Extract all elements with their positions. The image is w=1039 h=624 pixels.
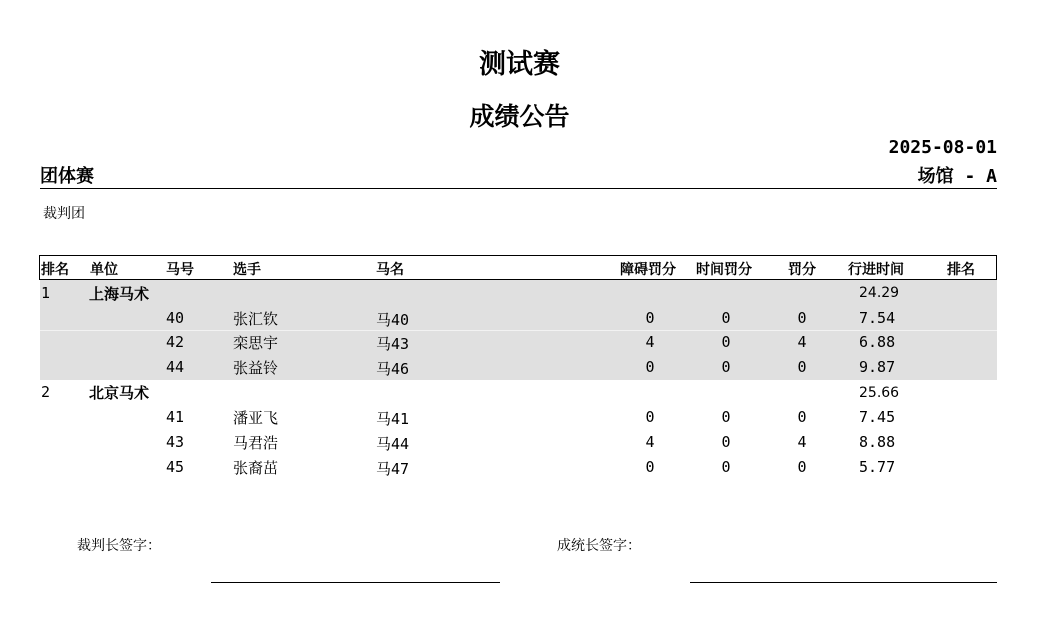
col-time: 行进时间 bbox=[848, 262, 904, 278]
col-obstacle-penalty: 障碍罚分 bbox=[620, 262, 676, 278]
rider-name: 张裔茁 bbox=[233, 459, 279, 477]
ride-time: 5.77 bbox=[859, 458, 896, 476]
ride-time: 7.45 bbox=[859, 408, 896, 426]
horse-name: 马47 bbox=[376, 460, 410, 478]
horse-no: 43 bbox=[166, 433, 185, 451]
col-rank: 排名 bbox=[41, 262, 69, 278]
penalty: 4 bbox=[797, 333, 807, 351]
obstacle-penalty: 0 bbox=[645, 458, 655, 476]
venue-name: 场馆 - A bbox=[917, 166, 997, 187]
ride-time: 9.87 bbox=[859, 358, 896, 376]
time-penalty: 0 bbox=[721, 309, 731, 327]
rider-name: 马君浩 bbox=[233, 434, 279, 452]
penalty: 0 bbox=[797, 458, 807, 476]
scorer-signature-line bbox=[690, 582, 997, 583]
row-divider bbox=[40, 330, 997, 331]
team-rank: 2 bbox=[41, 383, 51, 401]
obstacle-penalty: 0 bbox=[645, 408, 655, 426]
rider-name: 张益铃 bbox=[233, 359, 279, 377]
time-penalty: 0 bbox=[721, 358, 731, 376]
time-penalty: 0 bbox=[721, 458, 731, 476]
col-horse: 马名 bbox=[376, 262, 404, 278]
team-total-time: 25.66 bbox=[859, 385, 900, 401]
col-final-rank: 排名 bbox=[947, 262, 975, 278]
header-rule bbox=[40, 188, 997, 189]
rider-name: 潘亚飞 bbox=[233, 409, 279, 427]
horse-name: 马41 bbox=[376, 410, 410, 428]
obstacle-penalty: 4 bbox=[645, 333, 655, 351]
time-penalty: 0 bbox=[721, 333, 731, 351]
chief-judge-signature-label: 裁判长签字： bbox=[77, 538, 161, 554]
horse-name: 马43 bbox=[376, 335, 410, 353]
time-penalty: 0 bbox=[721, 408, 731, 426]
page-title: 测试赛 bbox=[479, 49, 560, 80]
team-unit: 上海马术 bbox=[89, 285, 150, 303]
penalty: 0 bbox=[797, 309, 807, 327]
rider-name: 栾思宇 bbox=[233, 334, 279, 352]
rider-name: 张汇钦 bbox=[233, 310, 279, 328]
team-total-time: 24.29 bbox=[859, 285, 900, 301]
ride-time: 8.88 bbox=[859, 433, 896, 451]
scorer-signature-label: 成统长签字： bbox=[557, 538, 641, 554]
horse-no: 44 bbox=[166, 358, 185, 376]
obstacle-penalty: 0 bbox=[645, 358, 655, 376]
col-horse-no: 马号 bbox=[166, 262, 194, 278]
team-rank: 1 bbox=[41, 284, 51, 302]
col-penalty: 罚分 bbox=[788, 262, 816, 278]
col-time-penalty: 时间罚分 bbox=[696, 262, 752, 278]
horse-no: 42 bbox=[166, 333, 185, 351]
horse-no: 45 bbox=[166, 458, 185, 476]
penalty: 0 bbox=[797, 358, 807, 376]
ride-time: 6.88 bbox=[859, 333, 896, 351]
col-rider: 选手 bbox=[233, 262, 261, 278]
page-subtitle: 成绩公告 bbox=[469, 102, 570, 131]
col-unit: 单位 bbox=[90, 262, 118, 278]
obstacle-penalty: 0 bbox=[645, 309, 655, 327]
chief-judge-signature-line bbox=[211, 582, 500, 583]
ride-time: 7.54 bbox=[859, 309, 896, 327]
horse-name: 马46 bbox=[376, 360, 410, 378]
horse-name: 马44 bbox=[376, 435, 410, 453]
team-unit: 北京马术 bbox=[89, 384, 150, 402]
horse-no: 40 bbox=[166, 309, 185, 327]
penalty: 0 bbox=[797, 408, 807, 426]
jury-label: 裁判团 bbox=[43, 206, 85, 222]
horse-no: 41 bbox=[166, 408, 185, 426]
obstacle-penalty: 4 bbox=[645, 433, 655, 451]
time-penalty: 0 bbox=[721, 433, 731, 451]
penalty: 4 bbox=[797, 433, 807, 451]
horse-name: 马40 bbox=[376, 311, 410, 329]
report-date: 2025-08-01 bbox=[888, 137, 997, 158]
results-table-header bbox=[39, 255, 997, 280]
event-name: 团体赛 bbox=[40, 166, 94, 187]
